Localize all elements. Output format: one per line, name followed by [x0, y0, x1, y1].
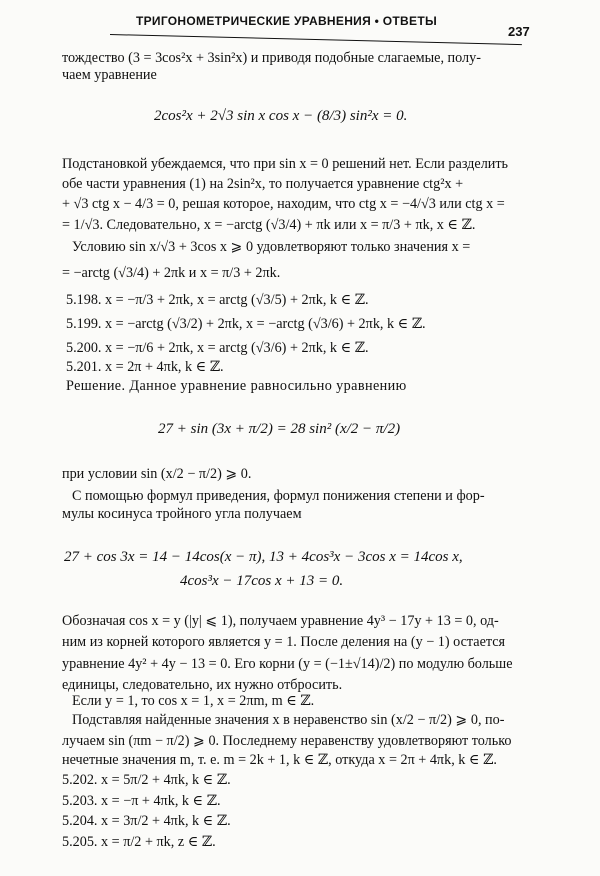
answer-5-202: 5.202. x = 5π/2 + 4πk, k ∈ ℤ.	[62, 772, 231, 788]
answer-5-200: 5.200. x = −π/6 + 2πk, x = arctg (√3/6) + 2πk, k ∈ ℤ.	[66, 340, 369, 356]
solution-heading: Решение. Данное уравнение равносильно уравнению	[66, 378, 407, 394]
text-line: чаем уравнение	[62, 67, 157, 83]
text-line: нечетные значения m, т. е. m = 2k + 1, k ∈ ℤ, откуда x = 2π + 4πk, k ∈ ℤ.	[62, 752, 497, 768]
answer-5-205: 5.205. x = π/2 + πk, z ∈ ℤ.	[62, 834, 216, 850]
text-line: при условии sin (x/2 − π/2) ⩾ 0.	[62, 466, 252, 482]
text-line: С помощью формул приведения, формул понижения степени и фор-	[72, 488, 485, 504]
text-line: уравнение 4y² + 4y − 13 = 0. Его корни (y = (−1±√14)/2) по модулю больше	[62, 656, 513, 672]
text-line: = 1/√3. Следовательно, x = −arctg (√3/4) + πk или x = π/3 + πk, x ∈ ℤ.	[62, 217, 476, 233]
text-line: ним из корней которого является y = 1. После деления на (y − 1) остается	[62, 634, 506, 650]
text-line: Условию sin x/√3 + 3cos x ⩾ 0 удовлетворяют только значения x =	[72, 239, 471, 255]
text-line: Подстановкой убеждаемся, что при sin x = 0 решений нет. Если разделить	[62, 156, 509, 172]
answer-5-204: 5.204. x = 3π/2 + 4πk, k ∈ ℤ.	[62, 813, 231, 829]
text-line: Обозначая cos x = y (|y| ⩽ 1), получаем уравнение 4y³ − 17y + 13 = 0, од-	[62, 613, 499, 629]
answer-5-198: 5.198. x = −π/3 + 2πk, x = arctg (√3/5) + 2πk, k ∈ ℤ.	[66, 292, 369, 308]
text-line: = −arctg (√3/4) + 2πk и x = π/3 + 2πk.	[62, 265, 281, 281]
display-equation: 4cos³x − 17cos x + 13 = 0.	[180, 573, 344, 589]
text-line: + √3 ctg x − 4/3 = 0, решая которое, находим, что ctg x = −4/√3 или ctg x =	[62, 196, 505, 212]
answer-5-203: 5.203. x = −π + 4πk, k ∈ ℤ.	[62, 793, 221, 809]
text-line: лучаем sin (πm − π/2) ⩾ 0. Последнему неравенству удовлетворяют только	[62, 733, 512, 749]
answer-5-201: 5.201. x = 2π + 4πk, k ∈ ℤ.	[66, 359, 224, 375]
running-title: ТРИГОНОМЕТРИЧЕСКИЕ УРАВНЕНИЯ • ОТВЕТЫ	[136, 14, 437, 28]
display-equation: 27 + sin (3x + π/2) = 28 sin² (x/2 − π/2)	[158, 421, 401, 437]
text-line: единицы, следовательно, их нужно отбросить.	[62, 677, 343, 693]
display-equation: 2cos²x + 2√3 sin x cos x − (8/3) sin²x = 0.	[154, 108, 408, 124]
text-line: Если y = 1, то cos x = 1, x = 2πm, m ∈ ℤ.	[72, 693, 315, 709]
header-rule	[110, 34, 522, 45]
text-line: мулы косинуса тройного угла получаем	[62, 506, 302, 522]
display-equation: 27 + cos 3x = 14 − 14cos(x − π), 13 + 4cos³x − 3cos x = 14cos x,	[64, 549, 463, 565]
text-line: Подставляя найденные значения x в неравенство sin (x/2 − π/2) ⩾ 0, по-	[72, 712, 505, 728]
answer-5-199: 5.199. x = −arctg (√3/2) + 2πk, x = −arctg (√3/6) + 2πk, k ∈ ℤ.	[66, 316, 426, 332]
page-number: 237	[508, 24, 530, 39]
text-line: тождество (3 = 3cos²x + 3sin²x) и приводя подобные слагаемые, полу-	[62, 50, 481, 66]
text-line: обе части уравнения (1) на 2sin²x, то получается уравнение ctg²x +	[62, 176, 464, 192]
